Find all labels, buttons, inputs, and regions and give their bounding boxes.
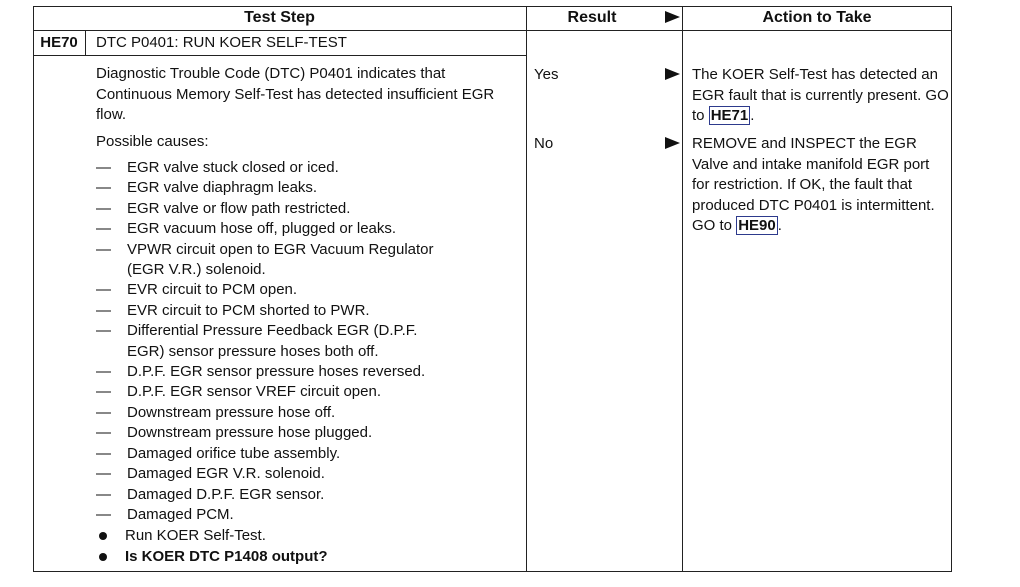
cause-item: — Damaged D.P.F. EGR sensor. — [96, 485, 434, 505]
cause-item-continued: EGR) sensor pressure hoses both off. — [127, 342, 379, 360]
goto-he71-link[interactable]: HE71 — [710, 107, 749, 124]
bullet-icon — [99, 553, 107, 561]
cause-item: — Damaged orifice tube assembly. — [96, 444, 434, 464]
cause-item: — EGR vacuum hose off, plugged or leaks. — [96, 219, 434, 239]
step-id: HE70 — [40, 34, 78, 51]
possible-causes-list — [96, 158, 434, 525]
dash-marker: — — [96, 465, 111, 483]
dash-marker: — — [96, 179, 111, 197]
causes-heading: Possible causes: — [96, 133, 209, 150]
dash-marker: — — [96, 403, 111, 421]
cause-item: — EVR circuit to PCM open. — [96, 280, 434, 300]
dash-marker: — — [96, 485, 111, 503]
step-title: DTC P0401: RUN KOER SELF-TEST — [96, 34, 347, 51]
cause-item: — Damaged EGR V.R. solenoid. — [96, 464, 434, 484]
dash-marker: — — [96, 220, 111, 238]
dash-marker: — — [96, 159, 111, 176]
step-description: Diagnostic Trouble Code (DTC) P0401 indicates that Continuous Memory Self-Test has detected insufficient EGR flow. — [96, 65, 495, 123]
dash-marker: — — [96, 281, 111, 299]
table-left-border — [33, 6, 34, 572]
action-no-text: REMOVE and INSPECT the EGR Valve and intake manifold EGR port for restriction. If OK, the fault that produced DTC P0401 is intermittent. GO to — [692, 135, 935, 234]
diagnostic-table — [33, 6, 952, 572]
instruction-item: Run KOER Self-Test. — [96, 526, 328, 547]
dash-marker: — — [96, 424, 111, 442]
dash-marker: — — [96, 363, 111, 381]
cause-item: — VPWR circuit open to EGR Vacuum Regulator — [96, 240, 434, 260]
result-yes-arrow-icon — [665, 68, 680, 80]
cause-item: — Differential Pressure Feedback EGR (D.P.F. — [96, 321, 434, 341]
table-bottom-border — [33, 571, 952, 572]
result-column-divider — [526, 6, 527, 572]
action-column-divider — [682, 6, 683, 572]
cause-item: — EVR circuit to PCM shorted to PWR. — [96, 301, 434, 321]
instruction-question: Is KOER DTC P1408 output? — [96, 547, 328, 568]
header-action: Action to Take — [762, 9, 872, 26]
dash-marker: — — [96, 301, 111, 319]
dash-marker: — — [96, 505, 111, 523]
action-yes — [692, 65, 950, 127]
action-no — [692, 134, 950, 237]
cause-item: — EGR valve stuck closed or iced. — [96, 158, 434, 178]
cause-item: — D.P.F. EGR sensor VREF circuit open. — [96, 382, 434, 402]
table-right-border — [951, 6, 952, 572]
action-yes-period: . — [750, 107, 755, 124]
cause-item-continued: (EGR V.R.) solenoid. — [127, 261, 266, 279]
cause-item: — Downstream pressure hose off. — [96, 403, 434, 423]
step-title-bottom-border — [33, 55, 526, 56]
cause-item: — EGR valve or flow path restricted. — [96, 199, 434, 219]
dash-marker: — — [96, 444, 111, 462]
header-test-step: Test Step — [244, 9, 315, 26]
cause-item: — Damaged PCM. — [96, 505, 434, 525]
result-no-arrow-icon — [665, 137, 680, 149]
cause-item: — EGR valve diaphragm leaks. — [96, 178, 434, 198]
header-result: Result — [567, 9, 617, 26]
action-no-period: . — [777, 217, 782, 234]
cause-item: — Downstream pressure hose plugged. — [96, 423, 434, 443]
bullet-icon — [99, 532, 107, 540]
dash-marker: — — [96, 240, 111, 258]
goto-he90-link[interactable]: HE90 — [738, 217, 776, 234]
instruction-list — [96, 526, 328, 567]
step-id-divider — [85, 30, 86, 55]
dash-marker: — — [96, 383, 111, 401]
dash-marker: — — [96, 199, 111, 217]
result-no: No — [534, 135, 554, 152]
dash-marker: — — [96, 322, 111, 340]
action-yes-text: The KOER Self-Test has detected an EGR fault that is currently present. GO to — [692, 66, 949, 124]
result-yes: Yes — [534, 66, 559, 83]
cause-item: — D.P.F. EGR sensor pressure hoses reversed. — [96, 362, 434, 382]
header-arrow-icon — [665, 11, 680, 23]
